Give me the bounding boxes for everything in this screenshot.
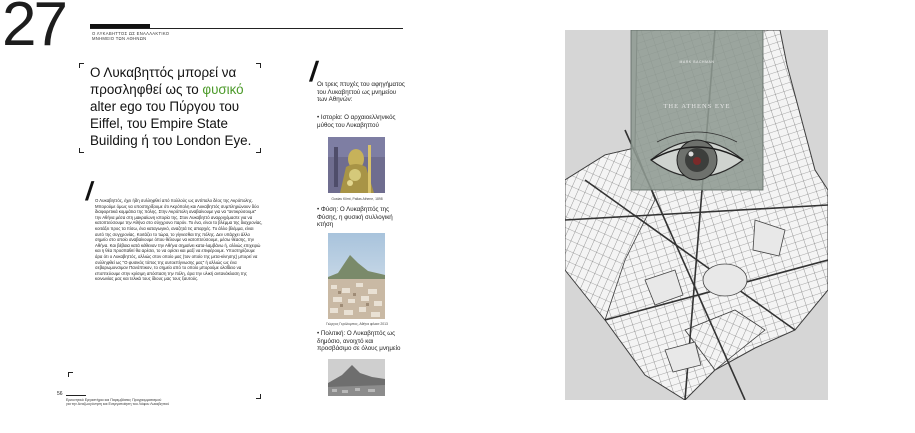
header-rule [90,28,403,29]
footer-rule [66,395,86,396]
pull-quote [90,64,260,149]
pull-quote-before: Ο Λυκαβηττός μπορεί να προσληφθεί ως το [90,65,237,97]
body-bracket-tl [68,372,73,377]
footer-text [66,398,216,407]
book-title: THE ATHENS EYE [663,103,731,110]
body-slash-mark: / [83,176,96,206]
column-slash-mark: / [307,56,321,87]
pull-quote-after: alter ego του Πύργου του Eiffel, του Empire State Building ή του London Eye. [90,99,252,148]
aspect-politics: • Πολιτική: Ο Λυκαβηττός ως δημόσιο, ανοιχτό και προσβάσιμο σε όλους μνημείο [317,330,401,353]
footer-line1: Ερευνητικό Εργαστήριο και Παρεμβάσεις Προγραμματισμού [66,398,162,402]
chapter-header-line1: Ο ΛΥΚΑΒΗΤΤΟΣ ΩΣ ΕΝΑΛΛΑΚΤΙΚΟ [92,31,170,36]
footer-line2: για την Αναζωογόνηση και Ενεργοποίηση του Λόφου Λυκαβηττού [66,402,170,407]
pull-quote-highlight: φυσικό [202,82,244,97]
body-bracket-br [256,394,261,399]
chapter-header-line2: ΜΝΗΜΕΙΟ ΤΩΝ ΑΘΗΝΩΝ [92,36,147,42]
quote-bracket-bl [79,148,84,153]
athens-eye-map [565,30,828,400]
klimt-pallas-athene-image [328,137,385,193]
chapter-header [92,31,182,41]
athens-city-photo [328,233,385,319]
caption-klimt: Gustav Klimt, Pallas Athene, 1898 [331,197,383,201]
chapter-number: 27 [2,0,65,59]
body-paragraph: Ο Λυκαβηττός, έχει ήδη συλληφθεί από πολλούς ως αντίπαλο δέος της Ακρόπολης. Μπορούμε όμως να υποστηρίξουμε ότι Ακρόπολη και Λυκαβηττός συμπληρώνουν δύο διαφορετικά κομμάτια της πόλης. Στην Ακρόπολη αναβαίνουμε για να "αντικρύσουμε" την Αθήνα μέσα στη μακραίωνη ιστορία της. Στον Λυκαβηττό αναρριχόμαστε για να κατοπτεύσουμε την Αθήνα στο σύγχρονο παρόν. Το ένα, είναι το βλέμμα της διαχρονίας, κοιτάζει προς τα πίσω, ένα καταγωγικό, αναζητά τις απαρχές. Το άλλο βλέμμα, είναι αυτό της συγχρονίας. Κοιτάζει το τώρα, το γίγνεσθαι της πόλης. Δεν υπάρχει άλλο σημείο στο οποίο αναβαίνουμε όπου θέλουμε να κατοπτεύσουμε, μέσω θέασης, την Αθήνα. Και βέβαια κατά κάθεναν την Αθήνα σημαίνει κατα-λαμβάνω ή, αλλιώς επιχειρώ και η θέα προσπαθεί θα αρέσει, το να ορίσει και μαζί να επιφέρουμε. Υποστηρίζουμε άρα ότι ο Λυκαβηττός, αλλιώς στον οποίο μας (τον οποίο της μετα-κίνησης) μπορεί να συλληφθεί ως "Ο φυσικός τόπος της αυτοεπίγνωσης μας" ή αλλιώς ως ένα σεβαρωμονσιμον Πανόπτικον, το σημείο από το οποίο μπορούμε ολοΐδειο να εποπτεύουμε στην κρίσιμη απόσταση την πόλη, άρα την υλική αντανάκλαση της κοινωνίας μας και τελικά τους ίδιους μας τους ξαυτούς. [95,198,263,282]
aspects-intro: Οι τρεις πτυχές του αφηγήματος του Λυκαβηττού ως μνημείου των Αθηνών: [317,81,405,104]
book-author: MARK BACHMAN [679,60,715,64]
caption-athens-photo: Γιώργος Γερόλυμπος, Αθήνα φιλιασ 2013 [326,322,388,326]
quote-bracket-tl [79,63,84,68]
aspect-history: • Ιστορία: Ο αρχαιοελληνικός μύθος του Λυκαβηττού [317,114,396,129]
lycabettus-bw-photo [328,359,385,396]
aspect-nature: • Φύση: Ο Λυκαβηττός της Φύσης, η φυσική συλλογική κτήση [317,206,393,229]
page-number: 56 [57,391,63,397]
